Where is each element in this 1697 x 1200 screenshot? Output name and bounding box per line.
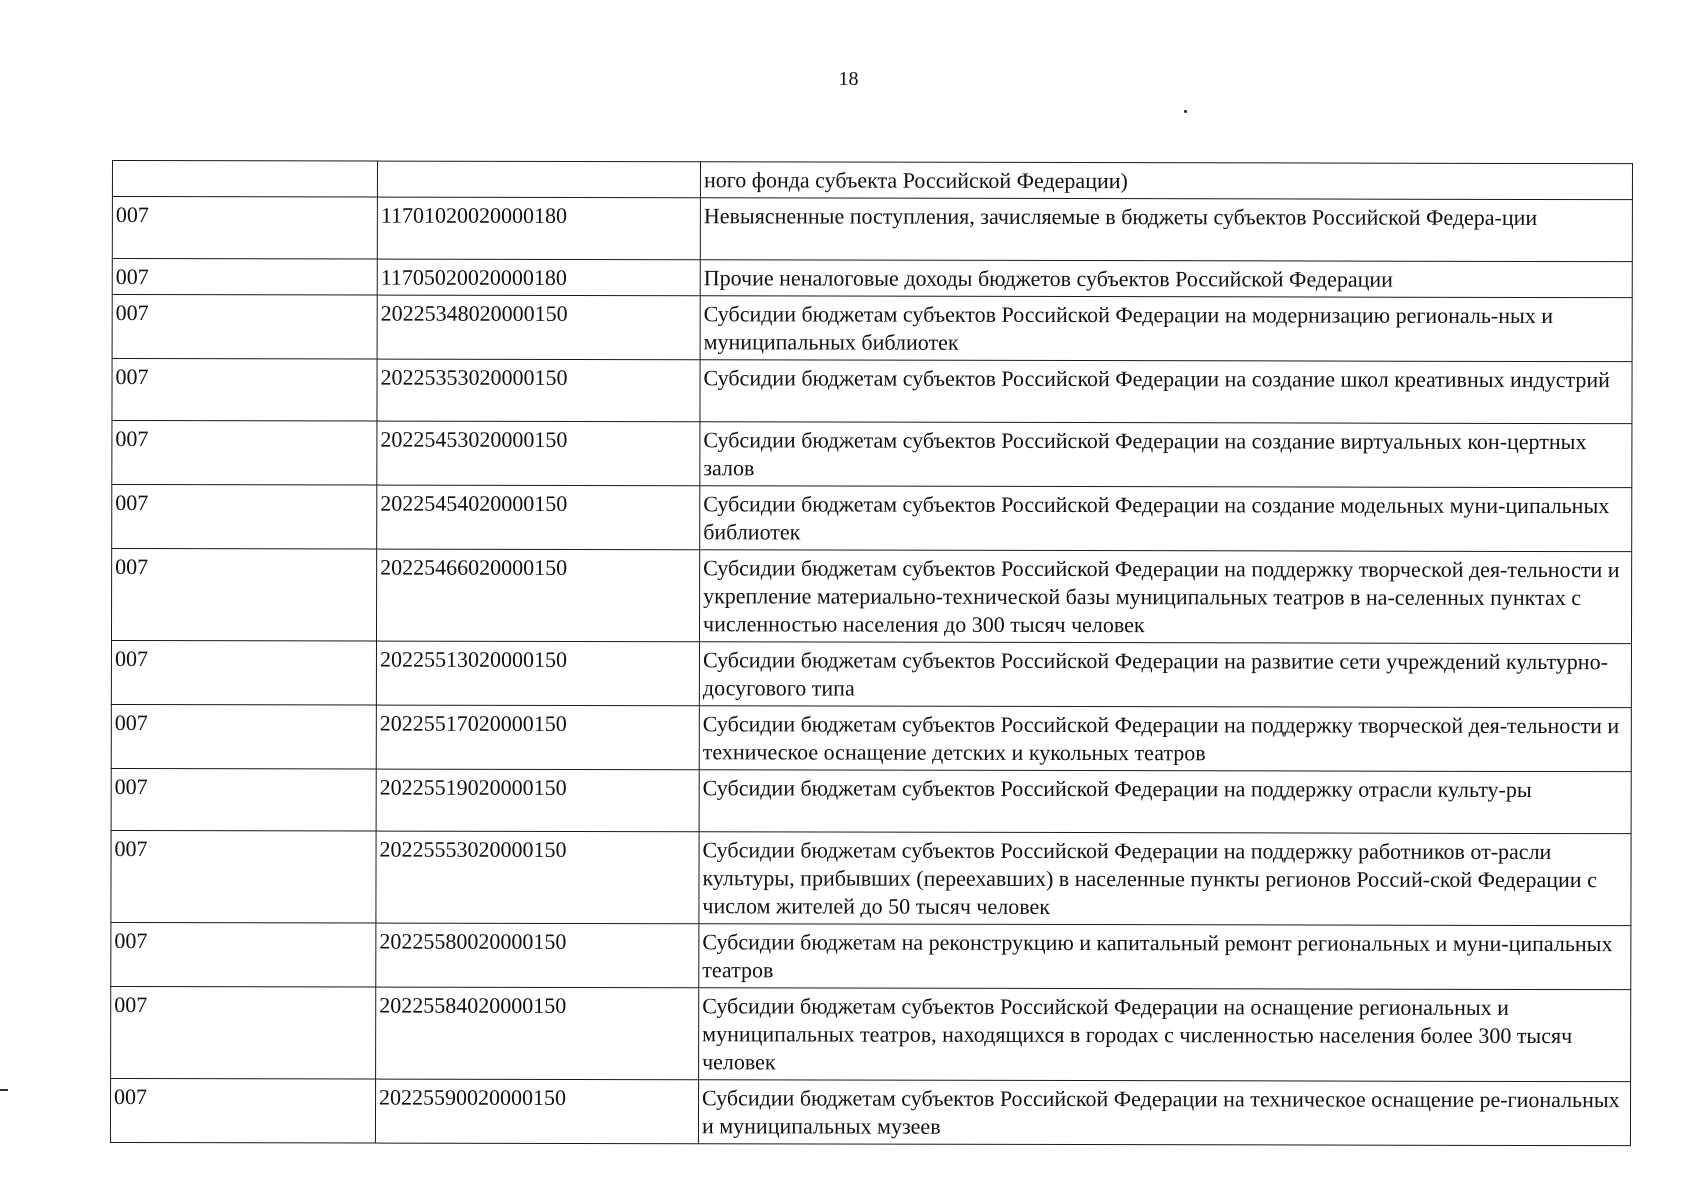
admin-code-cell: 007: [111, 549, 376, 642]
income-code-cell: 20225590020000150: [375, 1079, 698, 1144]
income-code-cell: 11705020020000180: [377, 259, 700, 296]
description-cell: Субсидии бюджетам субъектов Российской Федерации на оснащение региональных и муниципальных театров, находящихся в городах с численностью населения более 300 тысяч человек: [699, 988, 1631, 1082]
income-code-cell: 20225553020000150: [376, 831, 699, 924]
description-cell: Субсидии бюджетам на реконструкцию и капитальный ремонт региональных и муни-ципальных театров: [699, 924, 1631, 990]
income-code-cell: [377, 161, 700, 198]
table-row: [111, 922, 1631, 989]
description-cell: ного фонда субъекта Российской Федерации): [700, 162, 1632, 200]
income-code-cell: 20225466020000150: [376, 549, 699, 642]
description-cell: Субсидии бюджетам субъектов Российской Федерации на создание школ креативных индустрий: [700, 360, 1632, 424]
table-row: [112, 295, 1632, 362]
description-cell: Субсидии бюджетам субъектов Российской Федерации на поддержку работников от-расли культуры, прибывших (переехавших) в населенные пункты регионов Россий-ской Федерации с числом жителей до 50 тысяч человек: [699, 832, 1631, 926]
table-row: [112, 197, 1632, 262]
description-cell: Субсидии бюджетам субъектов Российской Федерации на развитие сети учреждений культурно-досугового типа: [699, 642, 1631, 708]
admin-code-cell: 007: [112, 197, 377, 260]
income-code-cell: 20225517020000150: [376, 705, 699, 770]
table-row: [111, 704, 1631, 771]
description-cell: Прочие неналоговые доходы бюджетов субъектов Российской Федерации: [700, 260, 1632, 298]
income-code-cell: 20225453020000150: [377, 421, 700, 486]
admin-code-cell: 007: [111, 768, 376, 831]
income-code-cell: 20225580020000150: [376, 923, 699, 988]
description-cell: Субсидии бюджетам субъектов Российской Федерации на техническое оснащение ре-гиональных и муниципальных музеев: [698, 1080, 1630, 1146]
admin-code-cell: 007: [110, 1078, 375, 1143]
budget-income-table: [110, 160, 1633, 1146]
table-row: [112, 259, 1632, 298]
scan-speck: [1184, 110, 1187, 113]
description-cell: Субсидии бюджетам субъектов Российской Федерации на поддержку отрасли культу-ры: [699, 770, 1631, 834]
admin-code-cell: 007: [112, 421, 377, 486]
description-cell: Субсидии бюджетам субъектов Российской Федерации на поддержку творческой дея-тельности и техническое оснащение детских и кукольных театров: [699, 706, 1631, 772]
admin-code-cell: 007: [111, 641, 376, 706]
table-row: [112, 421, 1632, 488]
income-code-cell: 20225519020000150: [376, 769, 699, 832]
table-row: [111, 549, 1631, 644]
admin-code-cell: 007: [111, 986, 376, 1079]
page-number: 18: [838, 68, 859, 90]
table-row: [111, 768, 1631, 833]
admin-code-cell: 007: [112, 359, 377, 422]
table-row: [111, 830, 1631, 925]
table-row: [112, 161, 1632, 200]
table-row: [112, 485, 1632, 552]
table-row: [110, 1078, 1630, 1145]
margin-mark: [0, 1089, 8, 1091]
admin-code-cell: 007: [112, 485, 377, 550]
description-cell: Субсидии бюджетам субъектов Российской Федерации на поддержку творческой дея-тельности и укрепление материально-технической базы муниципальных театров в на-селенных пунктах с численностью населения до 300 тысяч человек: [699, 550, 1631, 644]
income-code-cell: 11701020020000180: [377, 197, 700, 260]
admin-code-cell: 007: [111, 922, 376, 987]
income-code-cell: 20225454020000150: [377, 485, 700, 550]
income-code-cell: 20225353020000150: [377, 359, 700, 422]
admin-code-cell: 007: [111, 704, 376, 769]
admin-code-cell: 007: [111, 830, 376, 923]
description-cell: Субсидии бюджетам субъектов Российской Федерации на создание виртуальных кон-цертных залов: [700, 422, 1632, 488]
table-row: [111, 641, 1631, 708]
description-cell: Невыясненные поступления, зачисляемые в бюджеты субъектов Российской Федера-ции: [700, 198, 1632, 262]
income-code-cell: 20225584020000150: [376, 987, 699, 1080]
income-code-cell: 20225513020000150: [376, 641, 699, 706]
admin-code-cell: 007: [112, 259, 377, 296]
table-row: [112, 359, 1632, 424]
description-cell: Субсидии бюджетам субъектов Российской Федерации на модернизацию региональ-ных и муниципальных библиотек: [700, 296, 1632, 362]
admin-code-cell: 007: [112, 295, 377, 360]
admin-code-cell: [112, 161, 377, 198]
description-cell: Субсидии бюджетам субъектов Российской Федерации на создание модельных муни-ципальных библиотек: [700, 486, 1632, 552]
income-code-cell: 20225348020000150: [377, 295, 700, 360]
table-row: [111, 986, 1631, 1081]
